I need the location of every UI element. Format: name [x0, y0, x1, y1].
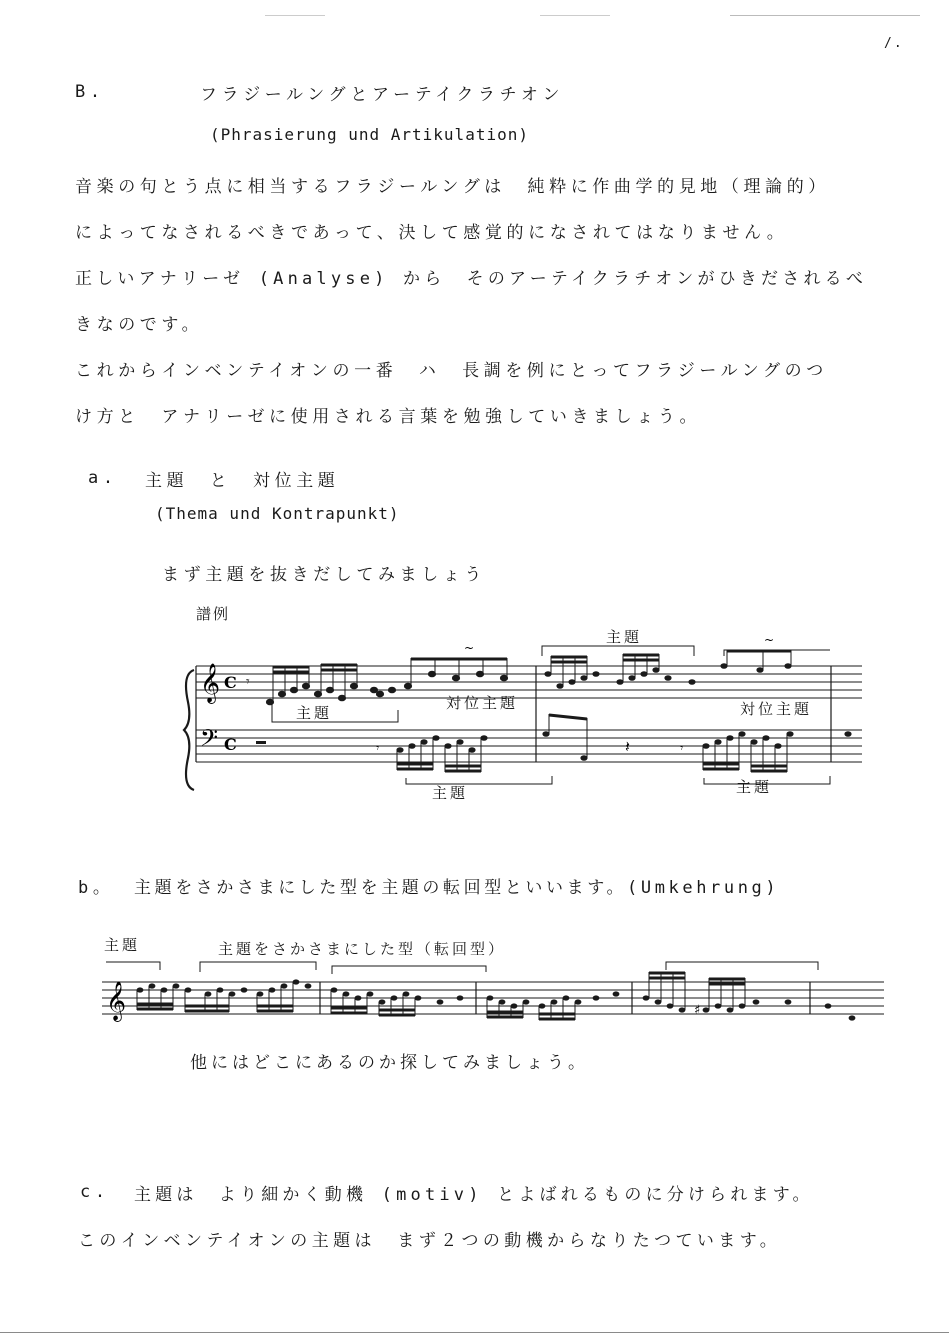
sharp-icon: ♯ — [694, 1003, 701, 1018]
score-b-label-inversion: 主題をさかさまにした型（転回型） — [218, 940, 507, 958]
section-label: B. — [75, 82, 105, 102]
score-label-theme-2: 主題 — [606, 628, 643, 646]
barlines — [196, 666, 831, 762]
top-edge-mark — [730, 15, 920, 16]
page-mark: /. — [884, 36, 904, 51]
score-b-beams — [137, 973, 745, 1019]
top-edge-mark-3 — [265, 15, 325, 16]
bass-staff — [196, 730, 862, 762]
intro-line-2: によってなされるべきであって、決して感覚的になされてはなりません。 — [75, 223, 789, 243]
grand-staff-brace — [184, 670, 194, 790]
quarter-rest-icon: 𝄽 — [625, 737, 630, 756]
score-label-theme-4: 主題 — [736, 778, 773, 796]
part-c-label: c. — [80, 1182, 110, 1202]
example-label: 譜例 — [196, 605, 231, 623]
part-b-instruction: 他にはどこにあるのか探してみましょう。 — [190, 1053, 589, 1073]
part-a-subtitle: (Thema und Kontrapunkt) — [155, 504, 400, 523]
part-a-label: a. — [88, 468, 118, 488]
part-c-text: 主題は より細かく動機 (motiv) とよばれるものに分けられます。 — [134, 1185, 814, 1205]
eighth-rest-icon-2: 𝄾 — [680, 741, 684, 755]
top-edge-mark-2 — [540, 15, 610, 16]
time-signature-treble: C — [224, 673, 237, 692]
score-label-theme-3: 主題 — [432, 784, 469, 802]
intro-line-1: 音楽の句とう点に相当するフラジールングは 純粋に作曲学的見地（理論的） — [75, 177, 830, 197]
score-example-b — [100, 932, 890, 1052]
treble-stems-m2 — [551, 650, 791, 686]
intro-line-5: これからインベンテイオンの一番 ハ 長調を例にとってフラジールングのつ — [75, 361, 828, 381]
intro-line-6: け方と アナリーゼに使用される言葉を勉強していきましょう。 — [75, 407, 702, 427]
bottom-edge-line — [0, 1332, 949, 1333]
eighth-rest-icon: 𝄾 — [376, 741, 380, 755]
part-a-instruction: まず主題を抜きだしてみましょう — [162, 565, 486, 585]
bass-beams — [397, 715, 787, 771]
part-b-label: b。 — [78, 878, 115, 898]
intro-line-3: 正しいアナリーゼ (Analyse) から そのアーテイクラチオンがひきだされるべ — [75, 269, 868, 289]
section-subtitle: (Phrasierung und Artikulation) — [210, 125, 529, 144]
part-a-title: 主題 と 対位主題 — [145, 471, 340, 491]
score-b-brackets — [106, 962, 818, 974]
intro-line-4: きなのです。 — [75, 315, 204, 335]
score-b-label-theme: 主題 — [104, 936, 141, 954]
mordent-icon: ~ — [464, 641, 475, 655]
mordent-icon-2: ~ — [764, 633, 775, 647]
svg-text:𝄾: 𝄾 — [246, 674, 250, 690]
treble-clef-icon: 𝄞 — [200, 663, 221, 703]
score-label-countersubject-2: 対位主題 — [740, 700, 813, 718]
score-b-treble-clef-icon: 𝄞 — [106, 981, 127, 1021]
score-example-a — [180, 622, 870, 807]
score-label-countersubject-1: 対位主題 — [446, 694, 519, 712]
treble-notes-m2 — [544, 663, 791, 689]
section-title: フラジールングとアーテイクラチオン — [200, 85, 565, 105]
part-c-line2: このインベンテイオンの主題は まず２つの動機からなりたつています。 — [78, 1231, 782, 1251]
time-signature-bass: C — [224, 735, 237, 754]
bass-clef-icon: 𝄢 — [200, 724, 219, 757]
part-b-text: 主題をさかさまにした型を主題の転回型といいます。(Umkehrung) — [134, 878, 780, 898]
score-label-theme-1: 主題 — [296, 704, 333, 722]
